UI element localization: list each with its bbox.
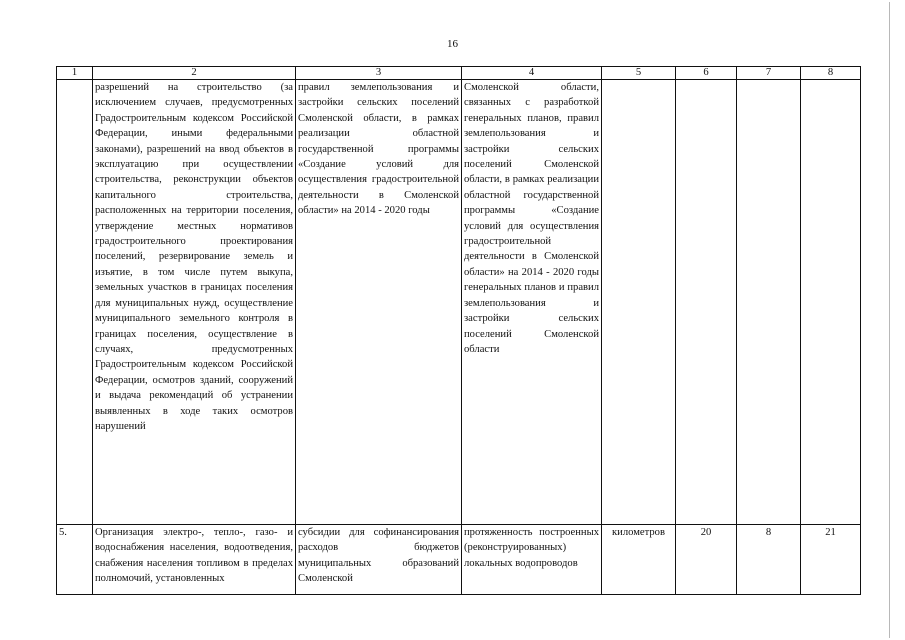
authority-cell: разрешений на строительство (за исключением случаев, предусмотренных Градостроительным кодексом Российской Федерации, иными федеральными законами), разрешений на ввод объектов в эксплуатацию при осуществлении строительства, реконструкции объектов капитального строительства, расположенных на территории поселения, утверждение местных нормативов градостроительного проектирования поселений, резервирование земель и изъятие, в том числе путем выкупа, земельных участков в границах поселения для муниципальных нужд, осуществление муниципального земельного контроля в границах поселения, осуществление в случаях, предусмотренных Градостроительным кодексом Российской Федерации, осмотров зданий, сооружений и выдача рекомендаций об устранении выявленных в ходе таких осмотров нарушений: [93, 80, 296, 525]
column-header-5: 5: [602, 67, 676, 80]
column-header-1: 1: [57, 67, 93, 80]
column-header-8: 8: [801, 67, 861, 80]
table-row: [57, 525, 861, 595]
column-header-7: 7: [737, 67, 801, 80]
authority-cell: Организация электро-, тепло-, газо- и водоснабжения населения, водоотведения, снабжения населения топливом в пределах полномочий, установленных: [93, 525, 296, 595]
indicator-cell: протяженность построенных (реконструированных) локальных водопроводов: [462, 525, 602, 595]
unit-cell: километров: [602, 525, 676, 595]
value-cell-7: [737, 80, 801, 525]
value-cell-7: 8: [737, 525, 801, 595]
value-cell-8: [801, 80, 861, 525]
indicator-cell: Смоленской области, связанных с разработкой генеральных планов, правил землепользования и застройки сельских поселений Смоленской области, в рамках реализации областной государственной программы «Создание условий для осуществления градостроительной деятельности в Смоленской области» на 2014 - 2020 годы генеральных планов и правил землепользования и застройки сельских поселений Смоленской области: [462, 80, 602, 525]
column-header-row: [57, 67, 861, 80]
page-number: 16: [447, 38, 458, 50]
value-cell-6: [676, 80, 737, 525]
row-number-cell: [57, 80, 93, 525]
row-number-cell: 5.: [57, 525, 93, 595]
column-header-4: 4: [462, 67, 602, 80]
column-header-2: 2: [93, 67, 296, 80]
measure-cell: правил землепользования и застройки сельских поселений Смоленской области, в рамках реализации областной государственной программы «Создание условий для осуществления градостроительной деятельности в Смоленской области» на 2014 - 2020 годы: [296, 80, 462, 525]
page-edge-line: [889, 2, 890, 638]
column-header-3: 3: [296, 67, 462, 80]
value-cell-8: 21: [801, 525, 861, 595]
table-row: [57, 80, 861, 525]
unit-cell: [602, 80, 676, 525]
program-table: [56, 66, 861, 595]
measure-cell: субсидии для софинансирования расходов бюджетов муниципальных образований Смоленской: [296, 525, 462, 595]
column-header-6: 6: [676, 67, 737, 80]
value-cell-6: 20: [676, 525, 737, 595]
